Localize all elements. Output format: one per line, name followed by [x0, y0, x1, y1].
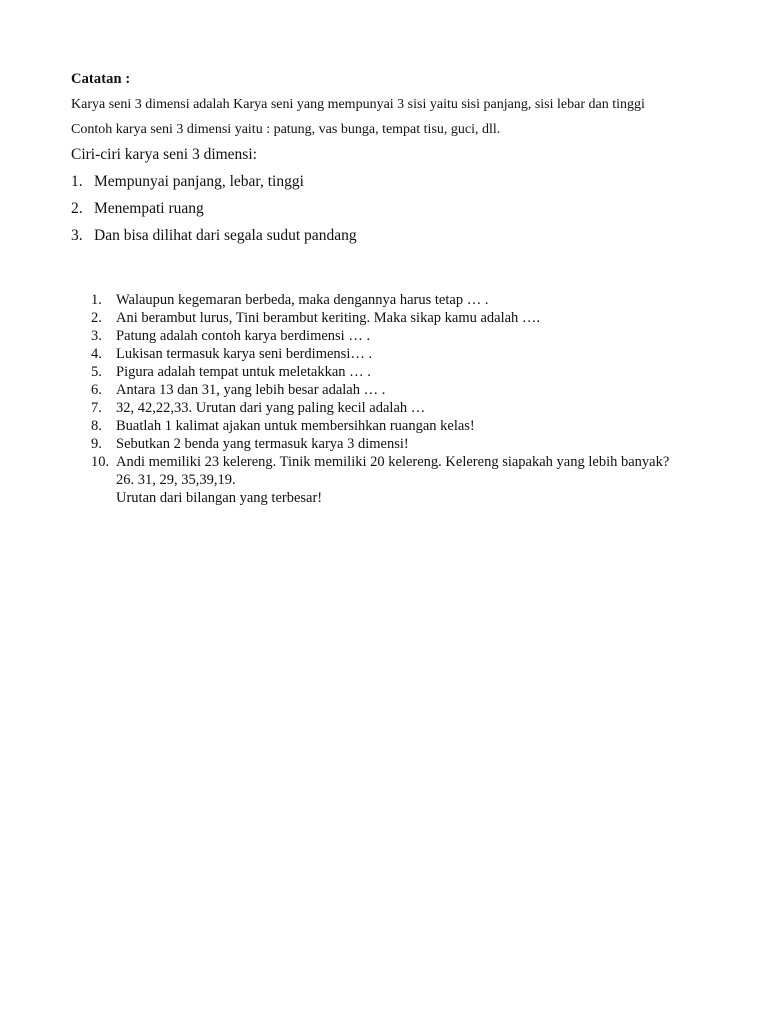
notes-heading: Catatan :	[71, 71, 131, 87]
question-sequence: 26. 31, 29, 35,39,19.	[116, 472, 236, 488]
question-item	[91, 327, 669, 345]
question-number: 3.	[91, 328, 102, 344]
question-number: 2.	[91, 310, 102, 326]
question-number: 5.	[91, 364, 102, 380]
questions-list	[91, 291, 669, 507]
question-instruction: Urutan dari bilangan yang terbesar!	[116, 490, 323, 506]
question-text: Walaupun kegemaran berbeda, maka dengannya harus tetap … .	[116, 292, 489, 308]
question-number: 1.	[91, 292, 102, 308]
question-number: 6.	[91, 382, 102, 398]
question-item	[91, 453, 669, 507]
question-item	[91, 399, 669, 417]
criteria-number: 2.	[71, 200, 83, 217]
question-text: Lukisan termasuk karya seni berdimensi… .	[116, 346, 373, 362]
criteria-number: 1.	[71, 173, 83, 190]
criteria-list	[71, 172, 357, 253]
question-item	[91, 309, 669, 327]
question-item	[91, 363, 669, 381]
question-text: 32, 42,22,33. Urutan dari yang paling kecil adalah …	[116, 400, 426, 416]
question-number: 4.	[91, 346, 102, 362]
question-text: Sebutkan 2 benda yang termasuk karya 3 dimensi!	[116, 436, 409, 452]
examples-paragraph: Contoh karya seni 3 dimensi yaitu : patung, vas bunga, tempat tisu, guci, dll.	[71, 122, 501, 137]
criteria-text: Menempati ruang	[94, 200, 204, 217]
question-text: Antara 13 dan 31, yang lebih besar adalah … .	[116, 382, 386, 398]
question-text: Buatlah 1 kalimat ajakan untuk membersihkan ruangan kelas!	[116, 418, 475, 434]
criteria-item	[71, 226, 357, 253]
question-text: Ani berambut lurus, Tini berambut keriting. Maka sikap kamu adalah ….	[116, 310, 541, 326]
question-item	[91, 417, 669, 435]
question-item	[91, 381, 669, 399]
question-item	[91, 345, 669, 363]
question-number: 9.	[91, 436, 102, 452]
question-number: 10.	[91, 454, 110, 470]
question-text: Andi memiliki 23 kelereng. Tinik memiliki 20 kelereng. Kelereng siapakah yang lebih banyak?	[116, 454, 670, 470]
definition-paragraph: Karya seni 3 dimensi adalah Karya seni yang mempunyai 3 sisi yaitu sisi panjang, sisi lebar dan tinggi	[71, 97, 645, 112]
criteria-title: Ciri-ciri karya seni 3 dimensi:	[71, 146, 257, 163]
criteria-number: 3.	[71, 227, 83, 244]
criteria-item	[71, 172, 357, 199]
question-item	[91, 291, 669, 309]
criteria-text: Mempunyai panjang, lebar, tinggi	[94, 173, 304, 190]
criteria-text: Dan bisa dilihat dari segala sudut pandang	[94, 227, 357, 244]
question-item	[91, 435, 669, 453]
criteria-item	[71, 199, 357, 226]
question-text: Pigura adalah tempat untuk meletakkan … .	[116, 364, 371, 380]
question-text: Patung adalah contoh karya berdimensi … .	[116, 328, 371, 344]
question-number: 7.	[91, 400, 102, 416]
question-number: 8.	[91, 418, 102, 434]
